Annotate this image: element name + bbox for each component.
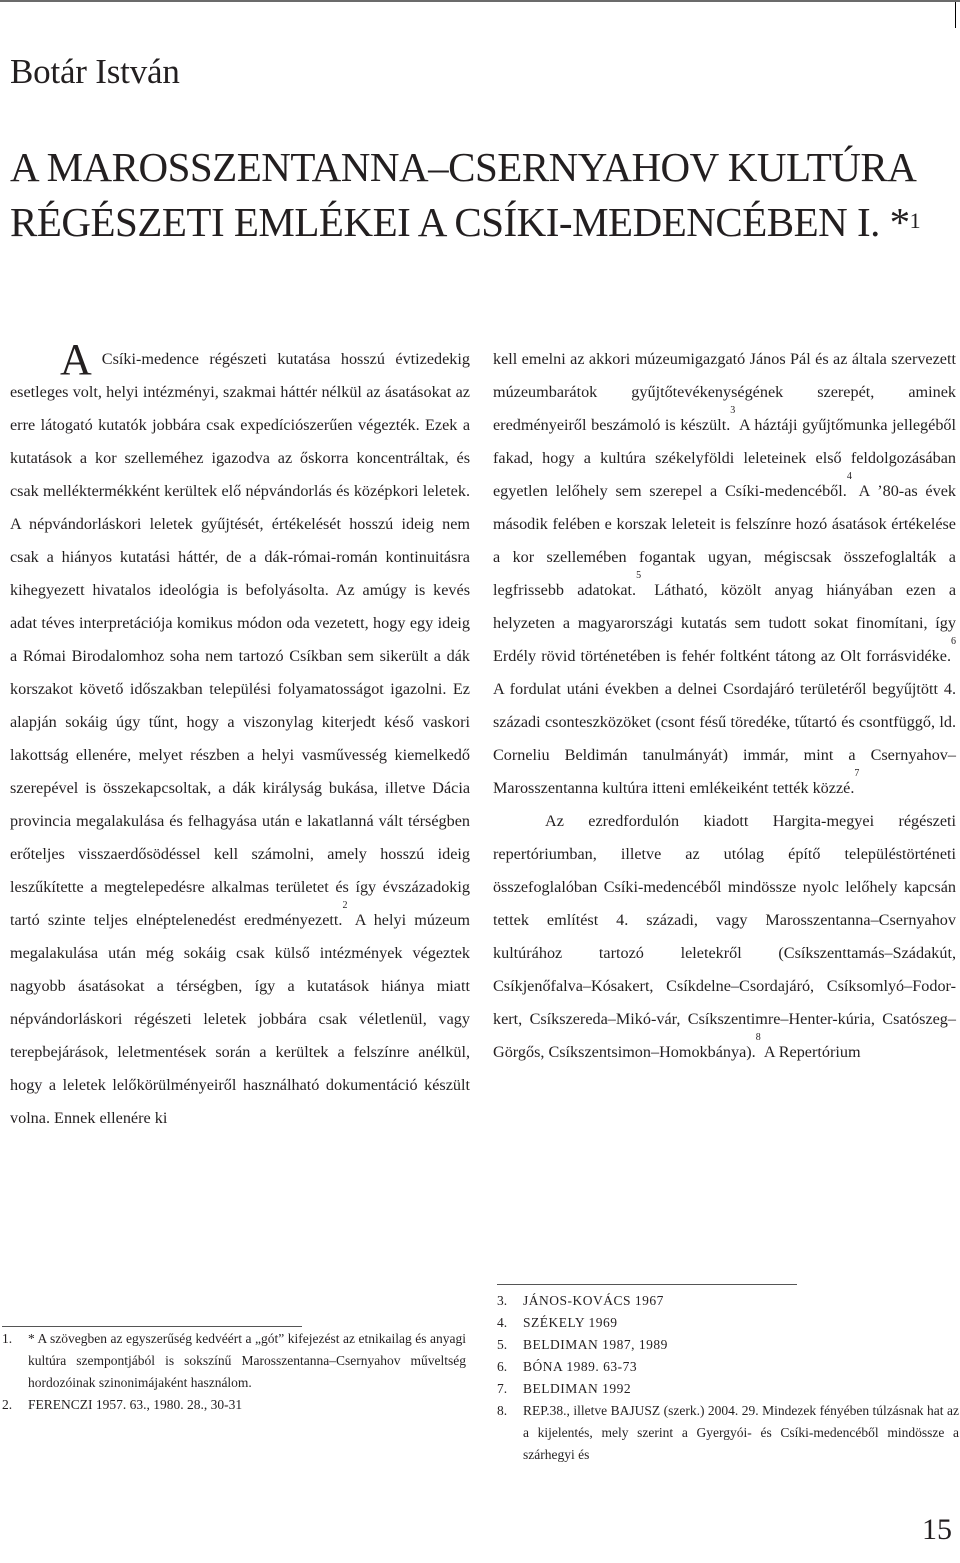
- top-rule: [0, 0, 960, 2]
- footnote-ref-4: 4: [846, 471, 852, 482]
- footnote-item: [497, 1312, 959, 1334]
- author-name: Botár István: [10, 52, 180, 91]
- corner-mark: [955, 2, 956, 28]
- article-title: [10, 140, 920, 250]
- right-column: [493, 343, 956, 1069]
- drop-cap: A: [60, 335, 92, 384]
- right-text-f: Az ezredfordulón kiadott Hargita-megyei régészeti repertóriumban, illetve az utólag építő településtörténeti összefoglalóban Csíki-medencéből mindössze nyolc lelőhely kapcsán tettek említést 4. századi, vagy Marosszentanna–Csernyahov kultúrához tartozó leletekről (Csíkszenttamás–Szádakút, Csíkjenőfalva–Kósakert, Csíkdelne–Csordajáró, Csíksomlyó–Fodor-kert, Csíkszereda–Mikó-vár, Csíkszentimre–Henter-kúria, Csatószeg–Görgős, Csíkszentsimon–Homokbánya).: [493, 812, 956, 1061]
- footnote-ref-8: 8: [755, 1032, 761, 1043]
- footnote-number: 1.: [2, 1331, 13, 1346]
- footnote-item: [497, 1290, 959, 1312]
- right-text-b: A háztáji gyűjtőmunka jellegéből fakad, hogy a kultúra székelyföldi leleteinek első feldolgozásában egyetlen lelőhely sem szerepel a Csíki-medencéből.: [493, 416, 957, 500]
- footnote-item: [2, 1394, 466, 1416]
- footnote-number: 5.: [497, 1337, 508, 1352]
- footnote-number: 7.: [497, 1381, 508, 1396]
- footnote-text: REP.38., illetve BAJUSZ (szerk.) 2004. 29. Mindezek fényében túlzásnak hat az a kijelentés, mely szerint a Gyergyói- és Csíki-medencéből mindössze a szárhegyi és: [523, 1403, 959, 1462]
- footnote-text: BÓNA 1989. 63-73: [523, 1359, 638, 1374]
- footnote-ref-6: 6: [951, 636, 956, 647]
- footnote-text: BELDIMAN 1987, 1989: [523, 1337, 668, 1352]
- footnote-item: [497, 1378, 959, 1400]
- right-text-a: kell emelni az akkori múzeumigazgató János Pál és az általa szervezett múzeumbarátok gyűjtőtevékenységének szerepét, aminek eredményeiről beszámoló is készült.: [493, 350, 956, 434]
- footnote-item: [497, 1356, 959, 1378]
- footnote-ref-3: 3: [730, 405, 736, 416]
- footnotes-right: [497, 1290, 959, 1466]
- left-text-b: A helyi múzeum megalakulása után még sokáig csak külső intézmények végeztek nagyobb ásatásokat a térségben, így a kutatások hiánya miatt népvándorláskori régészeti leletek jobbára csak véletlenül, vagy terepbejárások, leletmentések során a kerültek a felszínre anélkül, hogy a leletek lelőkörülményeiről használható dokumentáció készült volna. Ennek ellenére ki: [10, 911, 470, 1127]
- right-paragraph-1: [493, 343, 956, 805]
- footnote-text: SZÉKELY 1969: [523, 1315, 618, 1330]
- footnote-number: 3.: [497, 1293, 508, 1308]
- footnote-text: * A szövegben az egyszerűség kedvéért a „gót” kifejezést az etnikailag és anyagi kultúra szempontjából is sokszínű Marosszentanna–Csernyahov műveltség hordozóinak szinonimájaként használom.: [28, 1331, 466, 1390]
- footnote-text: JÁNOS-KOVÁCS 1967: [523, 1293, 664, 1308]
- right-text-c: A ’80-as évek második felében e korszak leleteit is felszínre hozó ásatások értékelése a kor szellemében fogantak ugyan, mégiscsak összefoglalták a legfrissebb adatokat.: [493, 482, 956, 599]
- left-text-a: Csíki-medence régészeti kutatása hosszú évtizedekig esetleges volt, helyi intézményi, szakmai háttér nélkül az ásatásokat az erre látogató kutatók jobbára csak expedíciószerűen végezték. Ezek a kutatások a kor szelleméhez igazodva az őskorra koncentráltak, és csak melléktermékként kerültek elő népvándorlás és középkori leletek. A népvándorláskori leletek gyűjtését, értékelését hosszú ideig nem csak a hiányos kutatási háttér, de a dák-római-román kontinuitásra kihegyezett hivatalos ideológia is befolyásolta. Az amúgy is kevés adat téves interpretációja komikus módon oda vezetett, hogy egy ideig a Római Birodalomhoz soha nem tartozó Csíkban sem sikerült a dák korszakot követő időszakban települési folyamatosságot igazolni. Ez alapján sokáig úgy tűnt, hogy a viszonylag kiterjedt késő vaskori lakottság ellenére, melyet részben a helyi vasművesség kiemelkedő szerepével is összekapcsoltak, a dák királyság bukása, illetve Dácia provincia megalakulása és felhagyása után e lakatlanná vált térségben erőteljes visszaerdősödéssel kell számolni, amely hosszú ideig leszűkítette a megtelepedésre alkalmas területet és így évszázadokig tartó szinte teljes elnéptelenedést eredményezett.: [10, 350, 470, 929]
- footnote-number: 2.: [2, 1397, 13, 1412]
- footnote-number: 8.: [497, 1403, 508, 1418]
- footnotes-left: [2, 1328, 466, 1416]
- footnote-item: [497, 1400, 959, 1466]
- footnote-text: BELDIMAN 1992: [523, 1381, 632, 1396]
- footnote-item: [2, 1328, 466, 1394]
- right-paragraph-2: [493, 805, 956, 1069]
- title-footnote-ref: 1: [909, 208, 921, 233]
- footnote-text: FERENCZI 1957. 63., 1980. 28., 30-31: [28, 1397, 243, 1412]
- right-text-g: A Repertórium: [760, 1043, 861, 1061]
- title-line-2: RÉGÉSZETI EMLÉKEI A CSÍKI-MEDENCÉBEN I. *: [10, 199, 910, 245]
- footnote-rule-right: [497, 1284, 797, 1285]
- right-text-d: Látható, közölt anyag hiányában ezen a helyzeten a magyarországi kutatás sem tudott sokat finomítani, így Erdély rövid történetében is fehér foltként tátong az Olt forrásvidéke.: [493, 581, 957, 665]
- left-column: [10, 335, 470, 1135]
- footnote-number: 4.: [497, 1315, 508, 1330]
- title-line-1: A MAROSSZENTANNA–CSERNYAHOV KULTÚRA: [10, 144, 917, 190]
- left-paragraph: [10, 335, 470, 1135]
- right-text-e: A fordulat utáni években a delnei Csordajáró területéről begyűjtött 4. századi csonteszközöket (csont fésű töredéke, tűtartó és csontfüggő, ld. Corneliu Beldimán tanulmányát) immár, mint a Csernyahov–Marosszentanna kultúra itteni emlékeiként tették közzé.: [493, 680, 956, 797]
- footnote-item: [497, 1334, 959, 1356]
- footnote-ref-5: 5: [636, 570, 642, 581]
- page-number: 15: [922, 1513, 952, 1546]
- footnote-number: 6.: [497, 1359, 508, 1374]
- footnote-ref-7: 7: [854, 768, 860, 779]
- footnote-rule-left: [2, 1326, 302, 1327]
- footnote-ref-2: 2: [342, 900, 348, 911]
